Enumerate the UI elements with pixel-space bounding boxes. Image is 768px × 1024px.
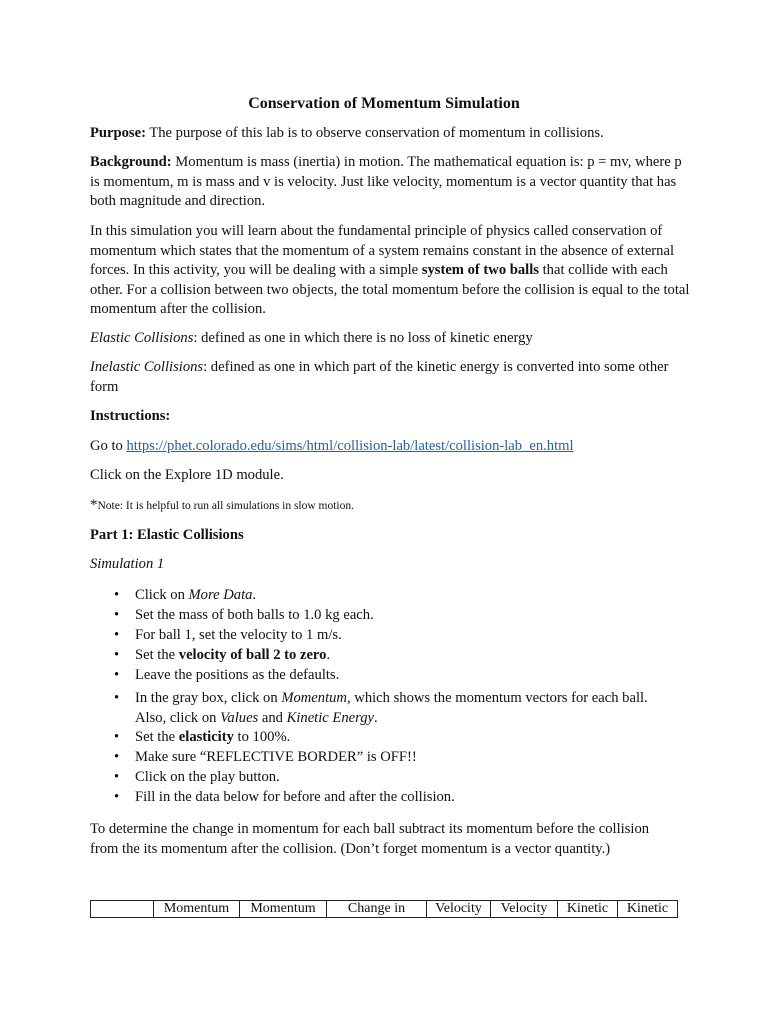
simulation-link[interactable]: https://phet.colorado.edu/sims/html/collision-lab/latest/collision-lab_en.html — [126, 438, 574, 454]
elastic-definition — [90, 329, 690, 349]
table-header-cell: Kinetic — [558, 901, 618, 918]
goto-prefix: Go to — [90, 438, 127, 454]
item-bold: velocity of ball 2 to zero — [178, 647, 327, 663]
item-text: . — [374, 709, 378, 726]
item-bold: elasticity — [178, 729, 234, 745]
item-text: Click on — [135, 587, 189, 603]
item-italic: Values — [220, 709, 259, 726]
table-header-cell: Velocity — [491, 901, 558, 918]
item-text: Leave the positions as the defaults. — [135, 667, 340, 683]
item-text: to 100%. — [233, 729, 291, 745]
table-header-cell: Kinetic — [618, 901, 678, 918]
elastic-term: Elastic Collisions — [90, 330, 194, 346]
item-text: Click on the play button. — [135, 769, 280, 785]
background-label: Background: — [90, 154, 172, 170]
note-text: Note: It is helpful to run all simulations in slow motion. — [97, 500, 354, 512]
item-text: Make sure “REFLECTIVE BORDER” is OFF!! — [135, 749, 417, 765]
intro-bold: system of two balls — [421, 262, 539, 279]
intro-paragraph — [90, 222, 690, 320]
item-italic: Kinetic Energy — [286, 709, 375, 726]
intro-text-end: that collide with each other. For a collision between two objects, the total momentum before the collision is equal to the total momentum after the collision. — [90, 262, 690, 318]
list-item — [90, 666, 680, 686]
item-text: In the gray box, click on — [135, 690, 282, 706]
note-asterisk: * — [90, 497, 98, 513]
purpose-text: The purpose of this lab is to observe conservation of momentum in collisions. — [145, 125, 604, 141]
page-title: Conservation of Momentum Simulation — [248, 95, 520, 112]
elastic-text: : defined as one in which there is no loss of kinetic energy — [193, 330, 533, 346]
item-text: Fill in the data below for before and after the collision. — [135, 789, 455, 805]
item-text: Set the mass of both balls to 1.0 kg each. — [135, 607, 374, 623]
list-item — [90, 788, 680, 808]
list-item — [90, 768, 680, 788]
table-header-cell: Change in — [327, 901, 427, 918]
item-text: , which shows the momentum vectors for each ball. Also, click on — [135, 690, 648, 726]
table-header-cell: Momentum — [154, 901, 240, 918]
item-text: Set the — [135, 729, 179, 745]
intro-text: In this simulation you will learn about the fundamental principle of physics called conservation of momentum which states that the momentum of a system remains constant in the absence of external forces. In this activity, you will be dealing with a simple — [90, 223, 674, 279]
list-item — [90, 728, 680, 748]
list-item — [90, 646, 680, 666]
simulation1-heading: Simulation 1 — [90, 556, 165, 572]
item-text: and — [258, 709, 287, 726]
note-line — [90, 496, 690, 517]
list-item — [90, 689, 680, 728]
inelastic-term: Inelastic Collisions — [90, 359, 204, 375]
list-item — [90, 626, 680, 646]
goto-line — [90, 437, 690, 457]
purpose-label: Purpose: — [90, 125, 146, 141]
data-table — [90, 900, 678, 918]
table-header-row — [91, 901, 678, 918]
list-item — [90, 586, 680, 606]
inelastic-definition — [90, 358, 670, 397]
instructions-heading: Instructions: — [90, 408, 171, 424]
background-paragraph — [90, 153, 690, 212]
item-text: . — [326, 647, 331, 663]
item-italic: Momentum — [281, 690, 347, 706]
background-text: Momentum is mass (inertia) in motion. The mathematical equation is: p = mv, where p is momentum, m is mass and v is velocity. Just like velocity, momentum is a vector quantity that has both magnitude and direction. — [90, 154, 682, 210]
table-header-cell: Momentum — [240, 901, 327, 918]
list-item — [90, 748, 680, 768]
purpose-paragraph — [90, 124, 690, 144]
item-text: Set the — [135, 647, 179, 663]
change-paragraph: To determine the change in momentum for each ball subtract its momentum before the collision from the its momentum after the collision. (Don’t forget momentum is a vector quantity.) — [90, 821, 650, 857]
part1-heading: Part 1: Elastic Collisions — [90, 527, 244, 543]
item-text: For ball 1, set the velocity to 1 m/s. — [135, 627, 342, 643]
item-italic: More Data — [188, 587, 253, 603]
list-item — [90, 606, 680, 626]
item-text: . — [252, 587, 257, 603]
instruction-list — [90, 586, 680, 808]
table-header-cell — [91, 901, 154, 918]
click-explore-line: Click on the Explore 1D module. — [90, 467, 284, 483]
inelastic-text: : defined as one in which part of the kinetic energy is converted into some other form — [90, 359, 669, 395]
table-header-cell: Velocity — [427, 901, 491, 918]
